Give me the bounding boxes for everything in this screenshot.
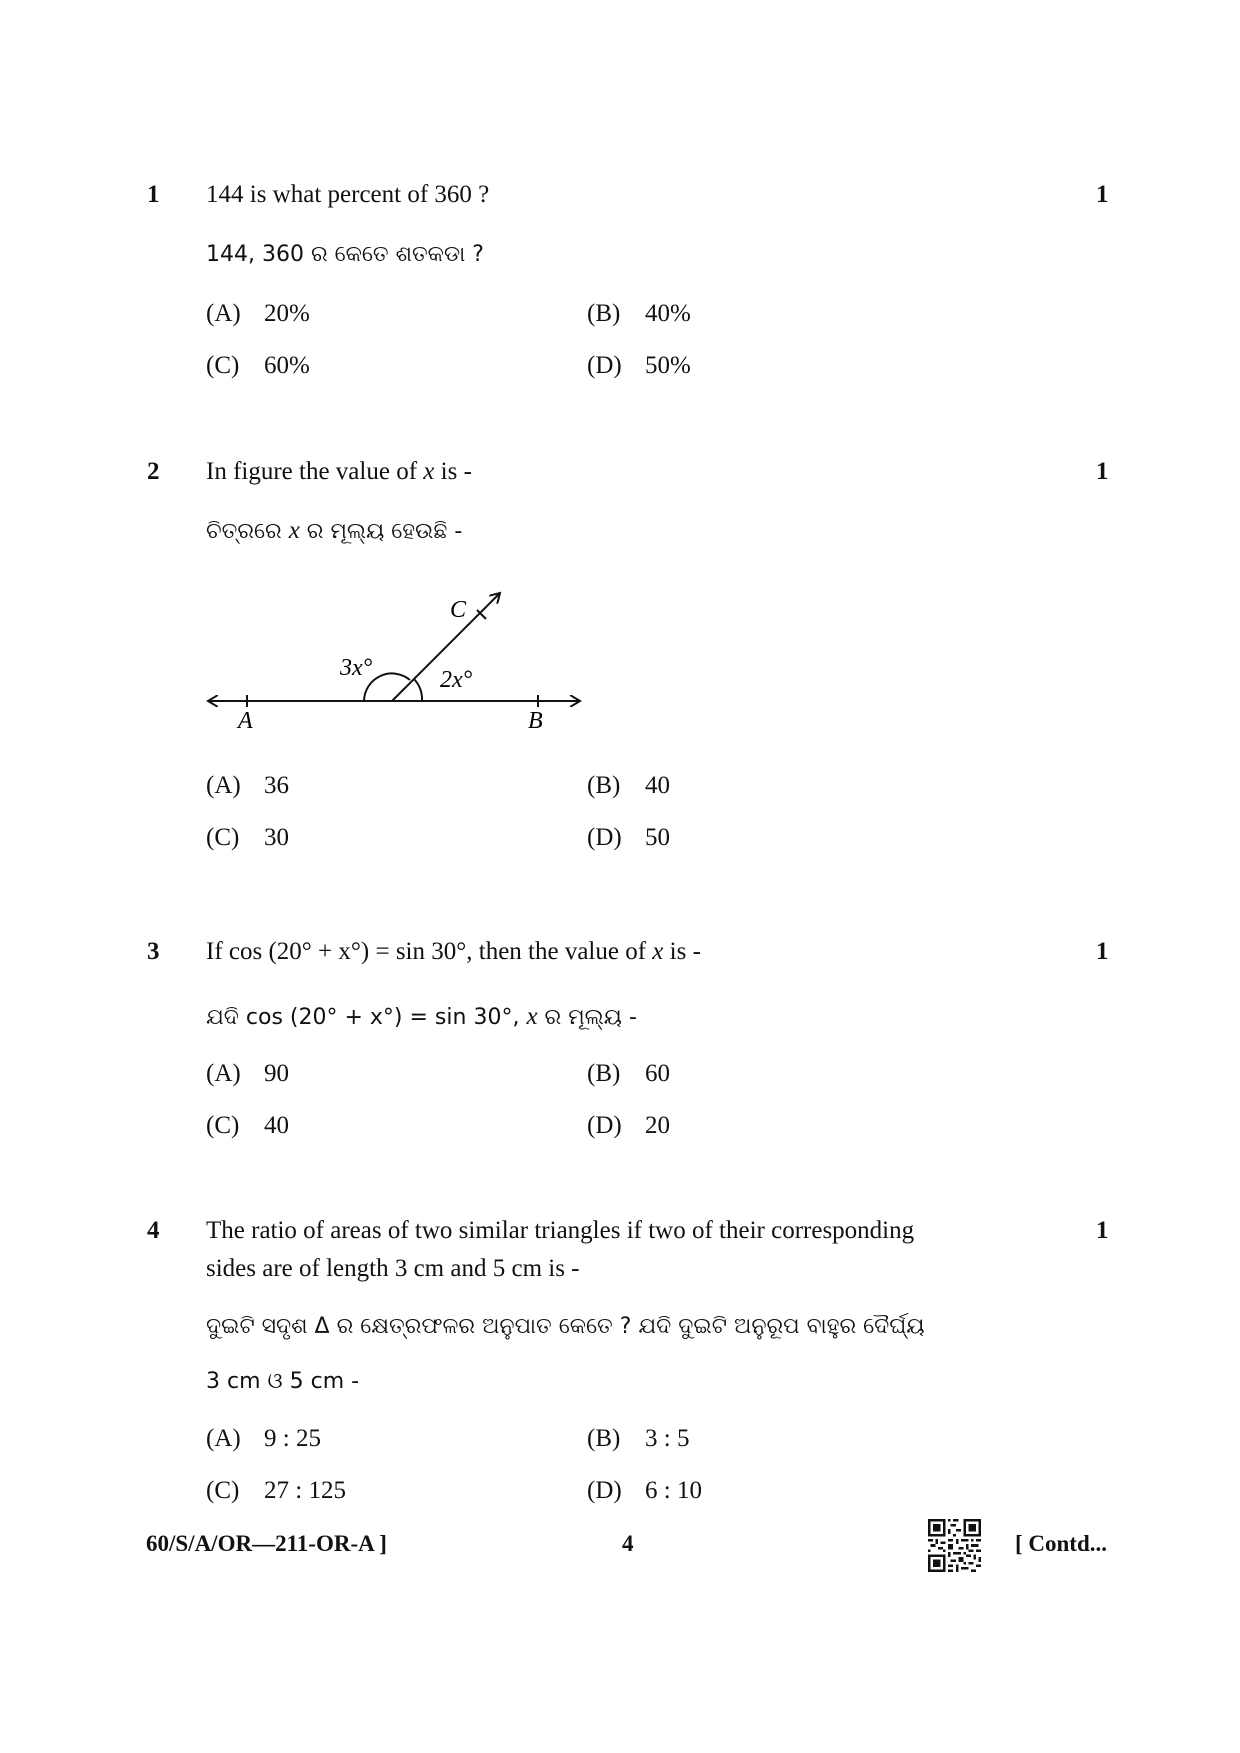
label-point-c: C — [450, 597, 467, 623]
question-1-number: 1 — [147, 181, 160, 208]
question-4-option-c: (C) 27 : 125 — [206, 1477, 346, 1504]
question-4-option-d: (D) 6 : 10 — [587, 1477, 702, 1504]
question-3-number: 3 — [147, 938, 160, 965]
question-2-stem-odia: ଚିତ୍ରରେ x ର ମୂଲ୍ୟ ହେଉଛି - — [206, 517, 463, 544]
label-angle-right: 2x° — [440, 667, 473, 693]
question-3-stem-odia: ଯଦି cos (20° + x°) = sin 30°, x ର ମୂଲ୍ୟ - — [206, 1003, 637, 1030]
label-angle-left: 3x° — [340, 655, 373, 681]
question-2-option-c: (C) 30 — [206, 824, 289, 851]
angle-figure — [200, 585, 590, 735]
question-2-option-d: (D) 50 — [587, 824, 670, 851]
arc-right — [414, 679, 422, 701]
question-2-stem-english: In figure the value of x is - — [206, 458, 472, 485]
paper-code: 60/S/A/OR—211-OR-A ] — [146, 1531, 387, 1556]
continued-label: [ Contd... — [1015, 1531, 1108, 1556]
question-4-option-b: (B) 3 : 5 — [587, 1425, 690, 1452]
question-4-option-a: (A) 9 : 25 — [206, 1425, 321, 1452]
question-1-stem-odia: 144, 360 ର କେତେ ଶତକଡା ? — [206, 242, 484, 267]
question-3-option-b: (B) 60 — [587, 1060, 670, 1087]
question-1-option-a: (A) 20% — [206, 300, 310, 327]
question-4-stem-odia-line-1: ଦୁଇଟି ସଦୃଶ Δ ର କ୍ଷେତ୍ରଫଳର ଅନୁପାତ କେତେ ? ଯଦି ଦୁଇଟି ଅନୁରୂପ ବାହୁର ଦୈର୍ଘ୍ୟ — [206, 1314, 925, 1339]
question-2-number: 2 — [147, 458, 160, 485]
question-3-stem-english: If cos (20° + x°) = sin 30°, then the value of x is - — [206, 938, 701, 965]
question-1-marks: 1 — [1096, 181, 1109, 208]
label-point-a: A — [238, 708, 253, 734]
question-1-option-d: (D) 50% — [587, 352, 691, 379]
question-1-option-b: (B) 40% — [587, 300, 691, 327]
question-4-stem-odia-line-2: 3 cm ଓ 5 cm - — [206, 1369, 360, 1394]
question-4-stem-english-line-1: The ratio of areas of two similar triangles if two of their corresponding — [206, 1217, 915, 1244]
question-3-option-d: (D) 20 — [587, 1112, 670, 1139]
question-4-stem-english-line-2: sides are of length 3 cm and 5 cm is - — [206, 1255, 580, 1282]
question-1-stem-english: 144 is what percent of 360 ? — [206, 181, 490, 208]
question-4-number: 4 — [147, 1217, 160, 1244]
question-4-marks: 1 — [1096, 1217, 1109, 1244]
question-3-option-c: (C) 40 — [206, 1112, 289, 1139]
question-2-option-a: (A) 36 — [206, 772, 289, 799]
question-1-option-c: (C) 60% — [206, 352, 310, 379]
question-3-option-a: (A) 90 — [206, 1060, 289, 1087]
question-2-option-b: (B) 40 — [587, 772, 670, 799]
question-3-marks: 1 — [1096, 938, 1109, 965]
qr-code-icon — [928, 1519, 981, 1572]
label-point-b: B — [528, 708, 543, 734]
question-2-marks: 1 — [1096, 458, 1109, 485]
page-number: 4 — [622, 1531, 634, 1556]
